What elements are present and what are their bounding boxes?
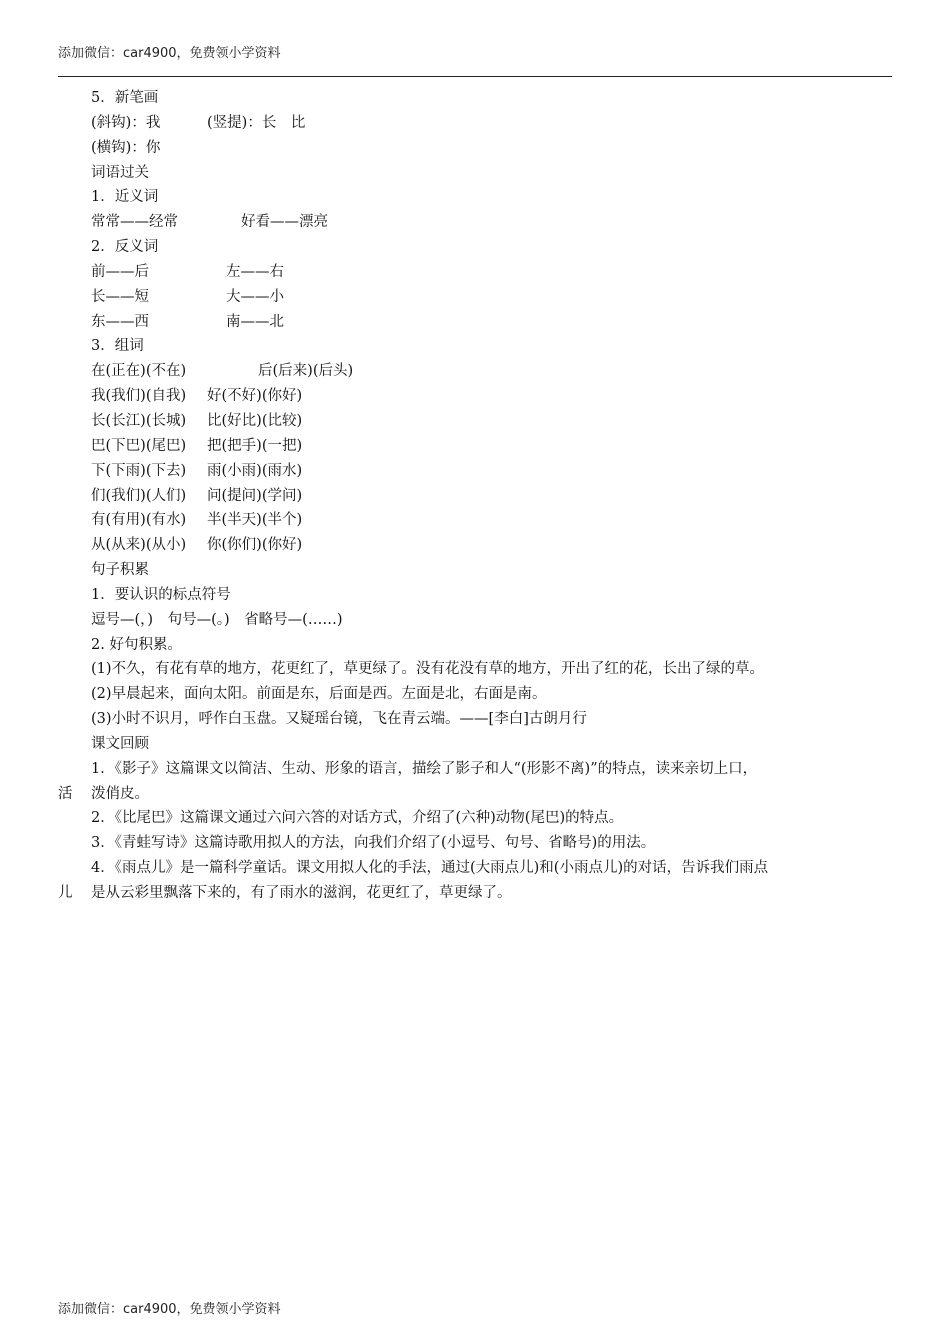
wrapped-char: 儿 — [58, 885, 73, 901]
compose-row — [58, 434, 892, 459]
punct-ellipsis: 省略号—(……) — [244, 611, 343, 628]
good-sentence: (3)小时不识月，呼作白玉盘。又疑瑶台镜，飞在青云端。——[李白]古朗月行 — [91, 711, 587, 728]
compose-item: 问(提问)(学问) — [207, 487, 303, 504]
punct-comma: 逗号—(，) — [91, 611, 154, 628]
page-header: 添加微信：car4900，免费领小学资料 — [58, 46, 281, 61]
compose-item: 在(正在)(不在) — [91, 363, 187, 380]
punct-title: 1．要认识的标点符号 — [91, 586, 231, 603]
good-sentence: (2)早晨起来，面向太阳。前面是东，后面是西。左面是北，右面是南。 — [91, 686, 547, 703]
compose-item: 雨(小雨)(雨水) — [207, 462, 303, 479]
review-item-1-line-1: 1．《影子》这篇课文以简洁、生动、形象的语言，描绘了影子和人“(形影不离)”的特点，读来亲切上口， — [91, 760, 758, 777]
compose-row — [58, 533, 892, 558]
compose-item: 从(从来)(从小) — [91, 537, 187, 554]
punct-row — [58, 608, 892, 633]
antonym-pair: 大——小 — [226, 288, 284, 305]
review-heading: 课文回顾 — [91, 735, 149, 752]
header-divider — [58, 76, 892, 77]
strokes-title: 5．新笔画 — [91, 90, 159, 106]
synonym-pair: 好看——漂亮 — [241, 214, 328, 231]
compose-item: 们(我们)(人们) — [91, 487, 187, 504]
compose-item: 有(有用)(有水) — [91, 512, 187, 529]
antonyms-row — [58, 285, 892, 310]
compose-row — [58, 484, 892, 509]
stroke-xiegou: (斜钩)：我 — [91, 114, 161, 131]
antonym-pair: 前——后 — [91, 263, 149, 280]
compose-item: 我(我们)(自我) — [91, 388, 187, 405]
strokes-line-1 — [58, 111, 892, 136]
antonyms-row — [58, 310, 892, 335]
document-body — [58, 86, 892, 906]
compose-item: 比(好比)(比较) — [207, 412, 303, 429]
compose-row — [58, 384, 892, 409]
sentences-heading: 句子积累 — [91, 562, 149, 579]
review-item-4-line-1: 4．《雨点儿》是一篇科学童话。课文用拟人化的手法，通过(大雨点儿)和(小雨点儿)的对话，告诉我们雨点 — [91, 860, 769, 877]
review-item-1-line-2 — [58, 782, 892, 807]
review-item-1 — [58, 757, 892, 807]
compose-item: 巴(下巴)(尾巴) — [91, 437, 187, 454]
antonym-pair: 左——右 — [226, 263, 284, 280]
antonym-pair: 东——西 — [91, 313, 149, 330]
antonym-pair: 南——北 — [226, 313, 284, 330]
words-heading: 词语过关 — [91, 164, 149, 181]
review-item-1-rest: 泼俏皮。 — [91, 785, 149, 802]
review-item-4 — [58, 856, 892, 906]
synonyms-row — [58, 210, 892, 235]
compose-item: 你(你们)(你好) — [207, 537, 303, 554]
good-sentence: (1)不久，有花有草的地方，花更红了，草更绿了。没有花没有草的地方，开出了红的花，长出了绿的草。 — [91, 661, 765, 678]
review-item-4-rest: 是从云彩里飘落下来的，有了雨水的滋润，花更红了，草更绿了。 — [91, 885, 512, 901]
synonyms-title: 1．近义词 — [91, 189, 159, 206]
compose-item: 把(把手)(一把) — [207, 437, 303, 454]
compose-row — [58, 409, 892, 434]
review-item-2: 2．《比尾巴》这篇课文通过六问六答的对话方式，介绍了(六种)动物(尾巴)的特点。 — [91, 810, 624, 827]
compose-row — [58, 359, 892, 384]
compose-item: 好(不好)(你好) — [207, 388, 303, 405]
strokes-line-2: (横钩)：你 — [91, 139, 161, 156]
review-item-4-line-2 — [58, 881, 892, 906]
good-sentences-title: 2. 好句积累。 — [91, 636, 182, 653]
compose-item: 长(长江)(长城) — [91, 412, 187, 429]
compose-title: 3．组词 — [91, 338, 144, 355]
wrapped-char: 活 — [58, 785, 73, 802]
synonym-pair: 常常——经常 — [91, 214, 178, 231]
compose-item: 半(半天)(半个) — [207, 512, 303, 529]
antonyms-title: 2．反义词 — [91, 239, 159, 256]
review-item-3: 3．《青蛙写诗》这篇诗歌用拟人的方法，向我们介绍了(小逗号、句号、省略号)的用法。 — [91, 835, 656, 852]
stroke-shuti: (竖提)：长 比 — [207, 114, 306, 131]
compose-item: 后(后来)(后头) — [258, 363, 354, 380]
compose-row — [58, 508, 892, 533]
compose-row — [58, 459, 892, 484]
antonym-pair: 长——短 — [91, 288, 149, 305]
compose-item: 下(下雨)(下去) — [91, 462, 187, 479]
antonyms-row — [58, 260, 892, 285]
page-footer: 添加微信：car4900，免费领小学资料 — [58, 1302, 281, 1317]
punct-period: 句号—(。) — [167, 611, 230, 628]
